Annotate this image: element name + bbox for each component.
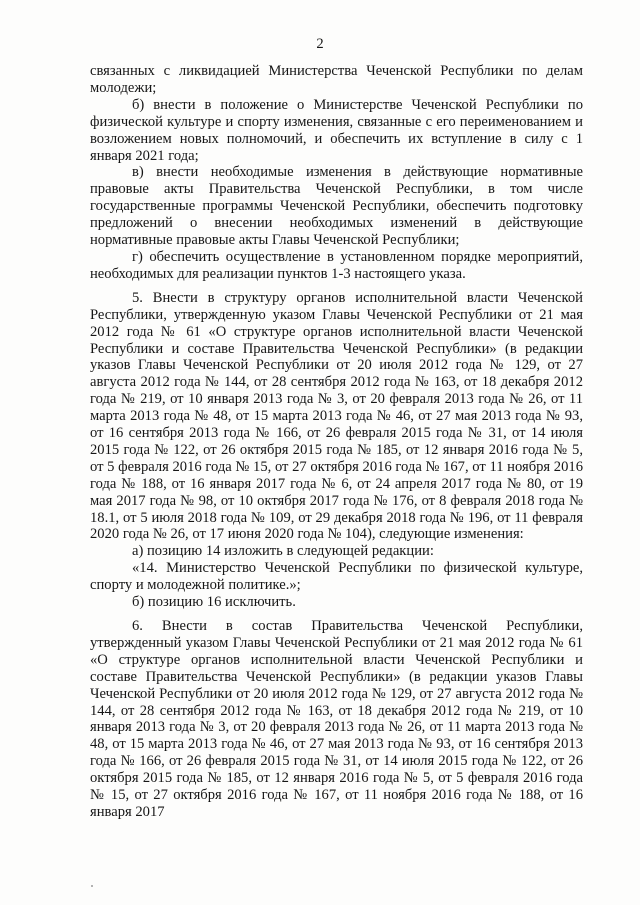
paragraph-5: 5. Внести в структуру органов исполнительной власти Чеченской Республики, утвержденную указом Главы Чеченской Республики от 21 мая 2012 года № 61 «О структуре органов исполнительной власти Чеченской Республики и составе Правительства Чеченской Республики» (в редакции указов Главы Чеченской Республики от 20 июля 2012 года № 129, от 27 августа 2012 года № 144, от 28 сентября 2012 года № 163, от 18 декабря 2012 года № 219, от 10 января 2013 года № 3, от 20 февраля 2013 года № 26, от 11 марта 2013 года № 48, от 15 марта 2013 года № 46, от 27 мая 2013 года № 93, от 16 сентября 2013 года № 166, от 26 февраля 2015 года № 31, от 14 июля 2015 года № 122, от 26 октября 2015 года № 185, от 12 января 2016 года № 5, от 5 февраля 2016 года № 15, от 27 октября 2016 года № 167, от 11 ноября 2016 года № 188, от 16 января 2017 года № 6, от 24 апреля 2017 года № 80, от 19 мая 2017 года № 98, от 10 октября 2017 года № 176, от 8 февраля 2018 года № 18.1, от 5 июля 2018 года № 109, от 29 декабря 2018 года № 196, от 11 февраля 2020 года № 26, от 17 июня 2020 года № 104), следующие изменения: — [90, 289, 583, 543]
paragraph-5b: б) позицию 16 исключить. — [132, 594, 296, 611]
scan-speck — [91, 885, 93, 887]
paragraph-5a-quote: «14. Министерство Чеченской Республики по физической культуре, спорту и молодежной политике.»; — [90, 560, 583, 594]
paragraph-4d: г) обеспечить осуществление в установленном порядке мероприятий, необходимых для реализации пунктов 1-3 настоящего указа. — [90, 248, 583, 282]
paragraph-4c: в) внести необходимые изменения в действующие нормативные правовые акты Правительства Чеченской Республики, в том числе государственные программы Чеченской Республики, обеспечить подготовку предложений о внесении необходимых изменений в действующие нормативные правовые акты Главы Чеченской Республики; — [90, 164, 583, 249]
page-number: 2 — [316, 36, 324, 52]
paragraph-5a: а) позицию 14 изложить в следующей редакции: — [132, 543, 434, 560]
paragraph-4a-continuation: связанных с ликвидацией Министерства Чеченской Республики по делам молодежи; — [90, 63, 583, 96]
paragraph-6: 6. Внести в состав Правительства Чеченской Республики, утвержденный указом Главы Чеченской Республики от 21 мая 2012 года № 61 «О структуре органов исполнительной власти Чеченской Республики и составе Правительства Чеченской Республики» (в редакции указов Главы Чеченской Республики от 20 июля 2012 года № 129, от 27 августа 2012 года № 144, от 28 сентября 2012 года № 163, от 18 декабря 2012 года № 219, от 10 января 2013 года № 3, от 20 февраля 2013 года № 26, от 11 марта 2013 года № 48, от 15 марта 2013 года № 46, от 27 мая 2013 года № 93, от 16 сентября 2013 года № 166, от 26 февраля 2015 года № 31, от 14 июля 2015 года № 122, от 26 октября 2015 года № 185, от 12 января 2016 года № 5, от 5 февраля 2016 года № 15, от 27 октября 2016 года № 167, от 11 ноября 2016 года № 188, от 16 января 2017 — [90, 618, 583, 820]
document-body — [90, 63, 583, 821]
paragraph-4b: б) внести в положение о Министерстве Чеченской Республики по физической культуре и спорту изменения, связанные с его переименованием и возложением новых полномочий, и обеспечить их вступление в силу с 1 января 2021 года; — [90, 96, 583, 164]
